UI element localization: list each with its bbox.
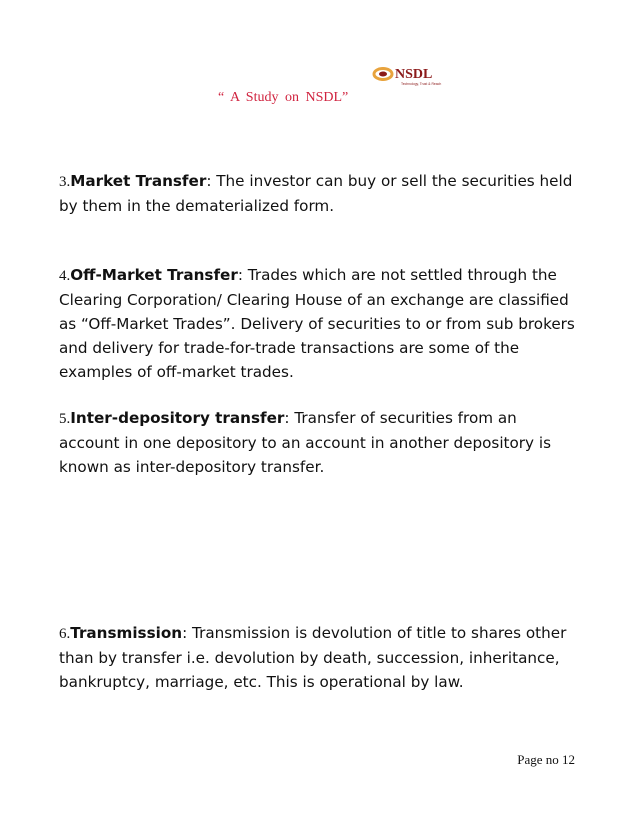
section-inter-depository-transfer (59, 406, 579, 479)
section-number: 6. (59, 626, 71, 642)
section-number: 4. (59, 268, 71, 284)
section-text: : Transfer of securities from an account in one depository to an account in another depository is known as inter-depository transfer. (59, 409, 551, 476)
section-text: : The investor can buy or sell the securities held by them in the dematerialized form. (59, 172, 573, 215)
nsdl-logo (372, 64, 456, 88)
nsdl-logo-tagline: Technology, Trust & Reach (401, 82, 442, 86)
section-number: 5. (59, 411, 71, 427)
section-market-transfer (59, 169, 579, 218)
section-term: Transmission (70, 624, 183, 642)
section-number: 3. (59, 174, 71, 190)
section-text: : Trades which are not settled through the Clearing Corporation/ Clearing House of an exchange are classified as “Off-Market Trades”. Delivery of securities to or from sub brokers and delivery for trade-for-trade transactions are some of the examples of off-market trades. (59, 266, 575, 381)
document-header-title: “ A Study on NSDL” (218, 90, 349, 105)
nsdl-logo-text: NSDL (395, 67, 433, 82)
section-off-market-transfer (59, 263, 579, 384)
nsdl-logo-mark-icon (374, 69, 392, 80)
page-number: Page no 12 (517, 752, 575, 767)
section-term: Market Transfer (70, 172, 207, 190)
section-term: Off-Market Transfer (70, 266, 238, 284)
section-transmission (59, 621, 579, 694)
section-term: Inter-depository transfer (70, 409, 285, 427)
section-text: : Transmission is devolution of title to shares other than by transfer i.e. devolution by death, succession, inheritance, bankruptcy, marriage, etc. This is operational by law. (59, 624, 567, 691)
